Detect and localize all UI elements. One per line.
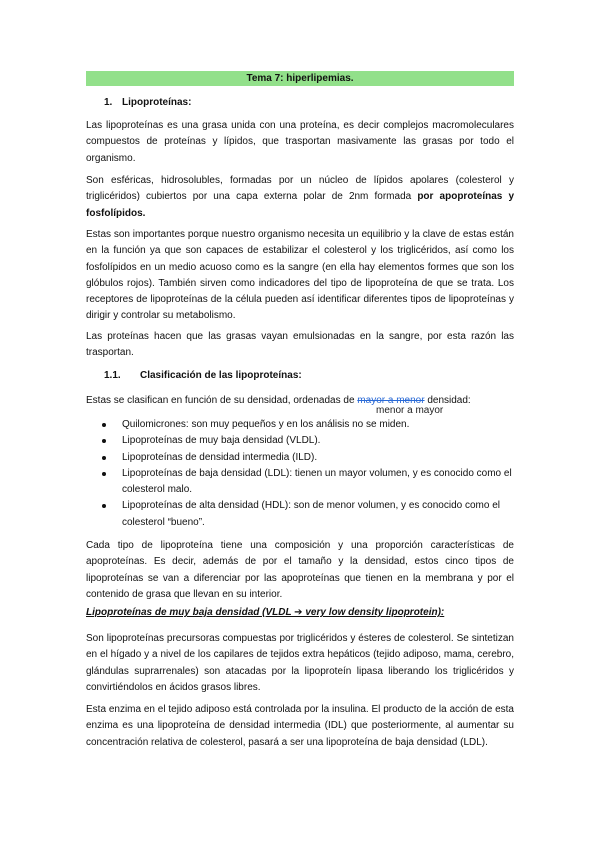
handwritten-correction: menor a mayor xyxy=(376,405,444,416)
list-item-text: Quilomicrones: son muy pequeños y en los análisis no se miden. xyxy=(122,419,410,430)
lipoprotein-list xyxy=(100,417,514,531)
paragraph-4: Las proteínas hacen que las grasas vayan emulsionadas en la sangre, por esta razón las trasportan. xyxy=(86,331,514,359)
paragraph-2 xyxy=(86,173,514,222)
bullet-icon xyxy=(102,504,106,508)
paragraph-3: Estas son importantes porque nuestro organismo necesita un equilibrio y la clave de estas están en la función ya que son capaces de estabilizar el colesterol y los triglicéridos, así como los fosfolípidos en un medio acuoso como es la sangre (en ella hay elementos formes que son los glóbulos rojos). También sirven como indicadores del tipo de lipoproteína de que se trata. Los receptores de lipoproteínas de la célula pueden así identificar diferentes tipos de lipoproteínas y dirigir y controlar su metabolismo. xyxy=(86,229,514,322)
list-item xyxy=(100,433,514,449)
paragraph-6: Cada tipo de lipoproteína tiene una composición y una proporción características de apoproteínas. Es decir, además de por el tamaño y la densidad, estos cinco tipos de lipoproteínas se van a diferenciar por las apoproteínas que tienen en la membrana y por el contenido de grasa que llevan en su interior. xyxy=(86,540,514,600)
list-item-text: Lipoproteínas de alta densidad (HDL): son de menor volumen, y es conocido como el colesterol “bueno”. xyxy=(122,500,500,528)
bullet-icon xyxy=(102,472,106,476)
paragraph-7: Son lipoproteínas precursoras compuestas por triglicéridos y ésteres de colesterol. Se sintetizan en el hígado y a nivel de los capilares de tejidos extra hepáticos (tejido adiposo, mama, cerebro, glándulas suprarrenales) son atacadas por la lipoproteín lipasa liberando los triglicéridos y convirtiéndolos en ácidos grasos libres. xyxy=(86,633,514,693)
paragraph-8: Esta enzima en el tejido adiposo está controlada por la insulina. El producto de la acción de esta enzima es una lipoproteína de densidad intermedia (IDL) que posteriormente, al aumentar su concentración relativa de colesterol, pasará a ser una lipoproteína de baja densidad (LDL). xyxy=(86,704,514,748)
section-1-number: 1. xyxy=(104,97,113,108)
paragraph-1: Las lipoproteínas es una grasa unida con una proteína, es decir complejos macromoleculares compuestos de proteínas y lípidos, que trasportan masivamente las grasas por todo el organismo. xyxy=(86,120,514,164)
subheading-vldl: Lipoproteínas de muy baja densidad (VLDL ➔ very low density lipoprotein): xyxy=(86,607,445,618)
section-1-1-number: 1.1. xyxy=(104,370,121,381)
bullet-icon xyxy=(102,439,106,443)
paragraph-2-text: Son esféricas, hidrosolubles, formadas por un núcleo de lípidos apolares (colesterol y triglicéridos) cubiertos por una capa externa polar de 2nm formada xyxy=(86,175,514,203)
bullet-icon xyxy=(102,456,106,460)
list-item xyxy=(100,466,514,499)
list-item-text: Lipoproteínas de muy baja densidad (VLDL). xyxy=(122,435,321,447)
list-item-text: Lipoproteínas de densidad intermedia (ILD). xyxy=(122,451,318,463)
section-1-heading: Lipoproteínas: xyxy=(122,97,192,108)
list-item xyxy=(100,450,514,466)
list-item xyxy=(100,417,514,433)
section-1-1-heading: Clasificación de las lipoproteínas: xyxy=(140,370,302,381)
paragraph-5-after: densidad: xyxy=(424,395,471,406)
list-item-text: Lipoproteínas de baja densidad (LDL): tienen un mayor volumen, y es conocido como el colesterol malo. xyxy=(122,467,512,496)
struck-text: mayor a menor xyxy=(357,395,425,406)
paragraph-5-before: Estas se clasifican en función de su densidad, ordenadas de xyxy=(86,395,358,406)
list-item xyxy=(100,498,514,531)
paragraph-5 xyxy=(86,393,514,409)
bullet-icon xyxy=(102,423,106,427)
paragraph-2-bold: por apoproteínas y fosfolípidos. xyxy=(86,191,515,219)
page-title: Tema 7: hiperlipemias. xyxy=(86,71,514,86)
